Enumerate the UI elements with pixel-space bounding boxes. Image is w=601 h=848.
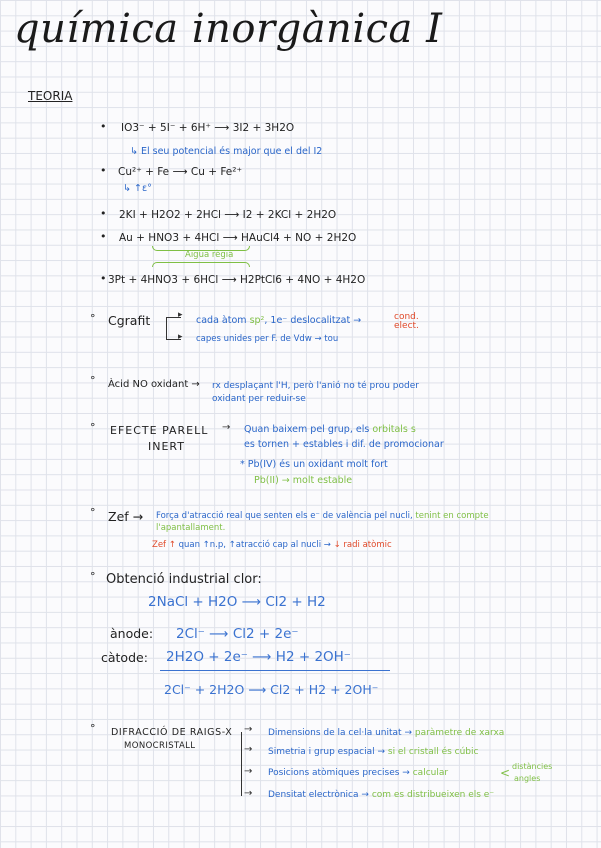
difraccio-b2: Simetria i grup espacial → si el cristall és cúbic — [268, 747, 479, 757]
grafit-line1: cada àtom sp², 1e⁻ deslocalitzat → — [196, 315, 362, 326]
bullet: • — [100, 120, 107, 133]
difraccio-b4: Densitat electrònica → com es distribueixen els e⁻ — [268, 790, 495, 800]
zef-line1: Força d'atracció real que senten els e⁻ de valència pel nucli, tenint en compte l'apantallament. — [156, 511, 489, 533]
difraccio-label-1: DIFRACCIÓ DE RAIGS-X — [111, 727, 233, 738]
anode-label: ànode: — [110, 626, 154, 641]
bullet: ° — [90, 374, 96, 387]
bullet: ° — [90, 722, 96, 735]
parell-line2: es tornen + estables i dif. de promocionar — [244, 439, 444, 450]
reaction-4: Au + HNO3 + 4HCl ⟶ HAuCl4 + NO + 2H2O — [119, 232, 357, 244]
arrow-icon: → — [244, 724, 253, 735]
difraccio-bracket — [241, 732, 242, 796]
parell-line4: Pb(II) → molt estable — [254, 475, 353, 486]
parell-label-1: EFECTE PARELL — [110, 424, 209, 437]
arrow-icon: ▸ — [178, 332, 183, 342]
parell-line1: Quan baixem pel grup, els orbitals s — [244, 424, 416, 435]
bullet: ° — [90, 506, 96, 519]
zef-line2: Zef ↑ quan ↑n.p, ↑atracció cap al nucli → ↓ radi atòmic — [152, 540, 392, 550]
catode-eq: 2H2O + 2e⁻ ⟶ H2 + 2OH⁻ — [166, 649, 351, 665]
difraccio-label-2: MONOCRISTALL — [124, 741, 196, 751]
reaction-2-note: ↳ ↑ε° — [123, 183, 152, 194]
reaction-2: Cu²⁺ + Fe ⟶ Cu + Fe²⁺ — [118, 166, 243, 178]
bullet: ° — [90, 570, 96, 583]
bullet: • — [100, 230, 107, 243]
zef-label: Zef → — [108, 509, 144, 524]
acid-text: rx desplaçant l'H, però l'anió no té prou poder oxidant per reduir-se — [212, 381, 419, 404]
sum-line — [160, 670, 390, 671]
bullet: • — [100, 207, 107, 220]
grafit-line2: capes unides per F. de Vdw → tou — [196, 334, 339, 344]
clor-eq1: 2NaCl + H2O ⟶ Cl2 + H2 — [148, 594, 326, 610]
clor-total: 2Cl⁻ + 2H2O ⟶ Cl2 + H2 + 2OH⁻ — [164, 682, 379, 697]
brace-overline — [152, 262, 250, 267]
bullet: • — [100, 164, 107, 177]
reaction-1: IO3⁻ + 5I⁻ + 6H⁺ ⟶ 3I2 + 3H2O — [121, 122, 295, 134]
reaction-3: 2KI + H2O2 + 2HCl ⟶ I2 + 2KCl + 2H2O — [119, 209, 337, 221]
clor-heading: Obtenció industrial clor: — [106, 572, 262, 587]
reaction-4-note: Aigua règia — [185, 250, 234, 260]
catode-label: càtode: — [101, 650, 148, 665]
acid-label: Àcid NO oxidant → — [108, 379, 200, 390]
difraccio-b3-angles: angles — [514, 774, 541, 783]
arrow-icon: → — [222, 422, 231, 433]
bullet: ° — [90, 421, 96, 434]
bullet: • — [100, 272, 107, 285]
page-title: química inorgànica I — [14, 6, 443, 52]
bullet: ° — [90, 312, 96, 325]
parell-line3: * Pb(IV) és un oxidant molt fort — [240, 459, 388, 470]
difraccio-b1: Dimensions de la cel·la unitat → paràmetre de xarxa — [268, 728, 505, 738]
reaction-5: 3Pt + 4HNO3 + 6HCl ⟶ H2PtCl6 + 4NO + 4H2O — [108, 274, 366, 286]
angle-bracket-icon: < — [500, 766, 511, 780]
arrow-icon: ▸ — [178, 310, 183, 320]
difraccio-b3: Posicions atòmiques precises → calcular — [268, 768, 449, 778]
section-heading: TEORIA — [28, 89, 73, 103]
parell-label-2: INERT — [148, 440, 185, 453]
grafit-conductor: cond. elect. — [394, 312, 419, 331]
reaction-1-note: ↳ El seu potencial és major que el del I2 — [130, 146, 323, 157]
arrow-icon: → — [244, 744, 253, 755]
difraccio-b3-distancies: distàncies — [512, 762, 553, 771]
arrow-icon: → — [244, 788, 253, 799]
anode-eq: 2Cl⁻ ⟶ Cl2 + 2e⁻ — [176, 626, 299, 642]
grafit-label: Cgrafit — [108, 313, 151, 328]
arrow-icon: → — [244, 766, 253, 777]
